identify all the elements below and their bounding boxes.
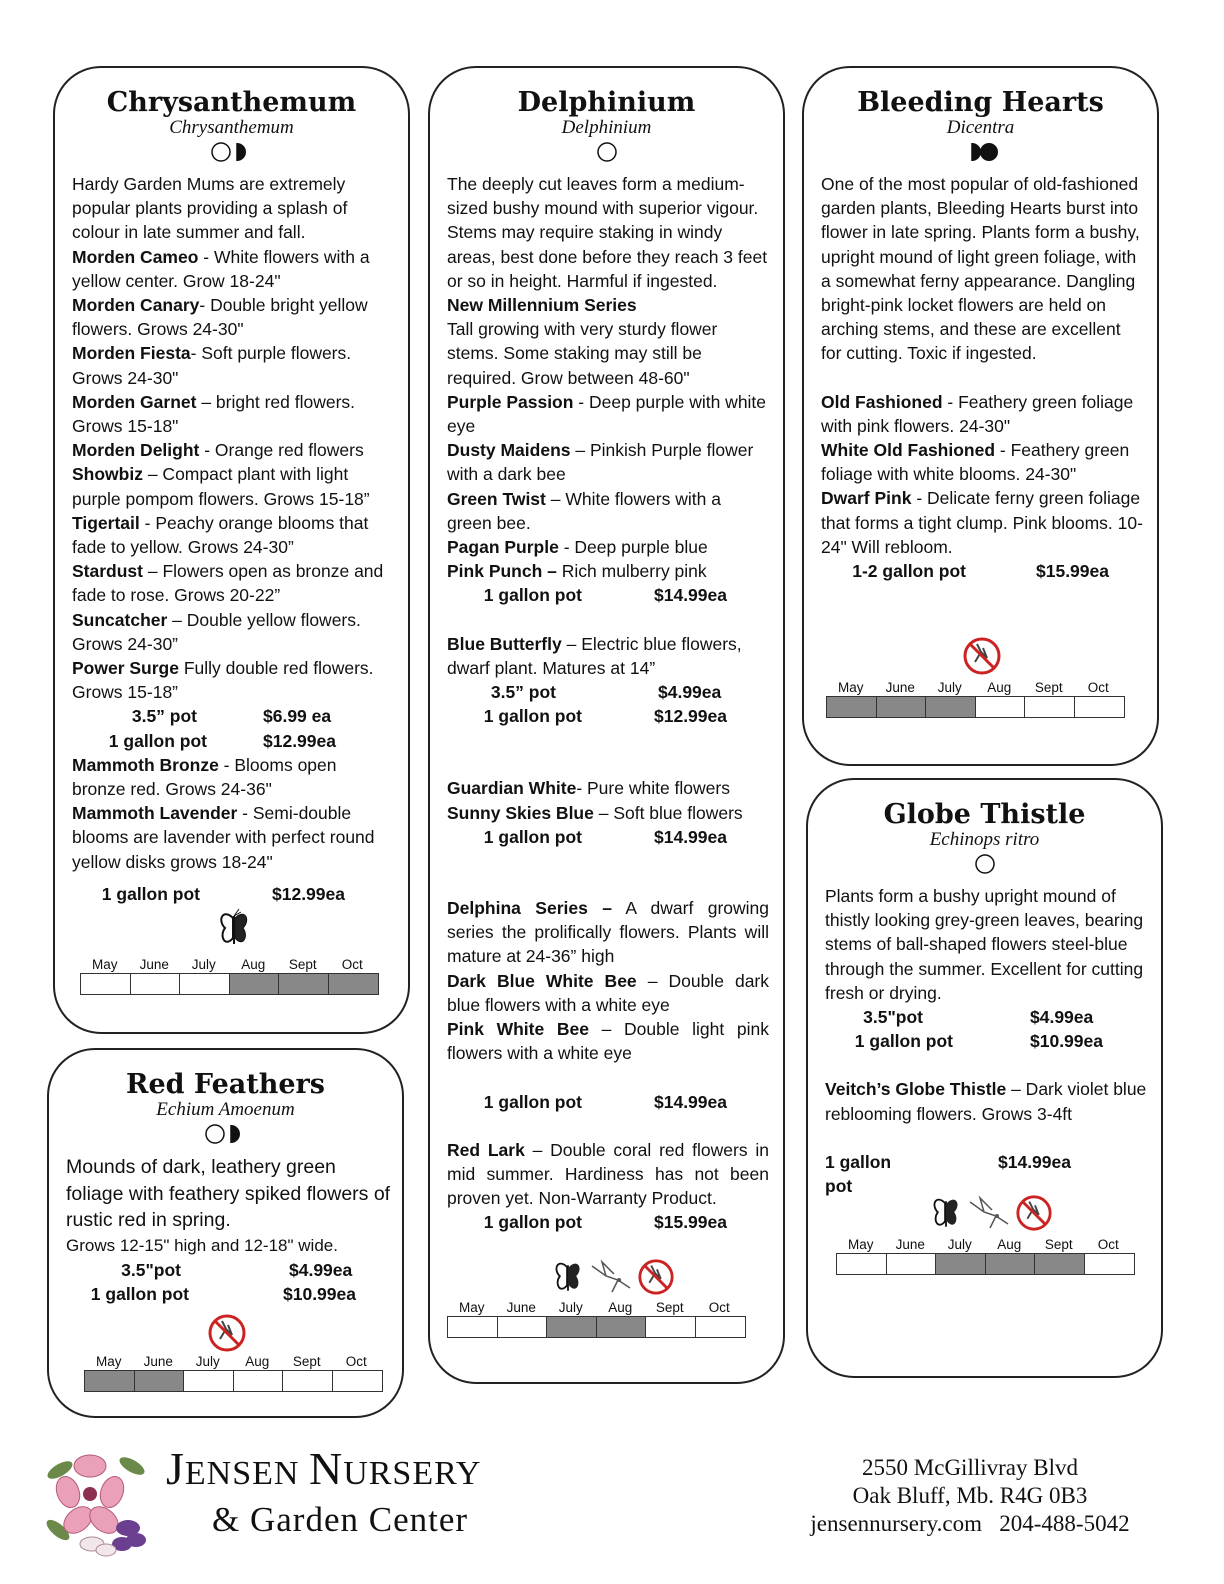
pot-size: 1 gallon pot <box>483 826 582 847</box>
pot-size: 1 gallon pot <box>854 1031 953 1052</box>
month-label: Sept <box>1034 680 1063 695</box>
variety-entry <box>447 487 769 535</box>
variety-name: Morden Cameo <box>72 246 199 267</box>
price-row <box>72 704 394 728</box>
variety-entry <box>72 341 394 389</box>
month-label: May <box>837 680 864 695</box>
variety-entry <box>72 245 394 293</box>
flower-logo <box>40 1440 150 1558</box>
price-row <box>66 1282 396 1306</box>
month-label: May <box>458 1300 485 1315</box>
variety-entry <box>447 535 769 559</box>
month-label: Aug <box>241 957 266 972</box>
variety-desc: - Peachy orange blooms that fade to yellow. Grows 24-30” <box>72 512 369 558</box>
month-label: June <box>506 1300 536 1315</box>
chrysanthemum-variety-list <box>72 245 394 705</box>
blue-butterfly-desc: – Electric blue flowers, dwarf plant. Matures at 14” <box>447 633 742 678</box>
pot-size: 1-2 gallon pot <box>852 561 966 582</box>
variety-desc: – Double light pink flowers with a white eye <box>447 1019 769 1064</box>
month-label: Oct <box>345 1354 367 1369</box>
bloom-month-cell <box>329 974 379 994</box>
price: $14.99ea <box>654 1091 727 1112</box>
bleeding-hearts-body <box>821 172 1143 583</box>
delphina-series-desc: A dwarf growing series the prolifically flowers. Plants will mature at 24-36” high <box>447 898 770 967</box>
nursery-subtitle: & Garden Center <box>212 1500 469 1539</box>
pot-size: 1 gallon pot <box>483 585 582 606</box>
deer-resistant-icon <box>206 1313 248 1353</box>
variety-desc: - Orange red flowers <box>199 440 364 461</box>
variety-desc: - Blooms open bronze red. Grows 24-36" <box>72 754 337 800</box>
bloom-months <box>447 1300 746 1316</box>
variety-name: White Old Fashioned <box>821 440 996 461</box>
attractor-icons <box>961 636 1003 676</box>
price-row <box>447 583 769 607</box>
deer-resistant-icon <box>636 1258 676 1296</box>
sun-half-shade-icon <box>49 1120 402 1146</box>
variety-name: Showbiz <box>72 464 143 485</box>
variety-desc: – White flowers with a green bee. <box>447 488 721 533</box>
full-sun-icon <box>808 850 1161 876</box>
globe-thistle-title: Globe Thistle <box>883 799 1086 830</box>
month-label: Aug <box>997 1237 1022 1252</box>
deer-resistant-icon <box>961 636 1003 676</box>
variety-entry <box>72 753 394 801</box>
bloom-month-cell <box>184 1371 234 1391</box>
bloom-months <box>826 680 1125 696</box>
delphinium-body <box>447 172 769 1235</box>
chrysanthemum-intro: Hardy Garden Mums are extremely popular plants providing a splash of colour in late summer and fall. <box>72 174 348 243</box>
hummingbird-icon <box>588 1258 632 1298</box>
price: $4.99ea <box>658 682 722 703</box>
variety-entry <box>821 486 1143 559</box>
price-row <box>72 729 394 753</box>
month-label: May <box>847 1237 874 1252</box>
variety-name: Dwarf Pink <box>821 488 912 509</box>
variety-entry <box>72 390 394 438</box>
variety-desc: – Flowers open as bronze and fade to rose. Grows 20-22” <box>72 561 384 606</box>
price-row <box>821 559 1143 583</box>
variety-entry <box>447 969 769 1017</box>
variety-desc: - Deep purple blue <box>558 537 708 558</box>
variety-entry <box>821 390 1143 438</box>
month-label: Sept <box>292 1354 321 1369</box>
price: $12.99ea <box>654 706 727 727</box>
bloom-month-cell <box>877 697 927 717</box>
red-lark-name: Red Lark <box>447 1139 525 1160</box>
delphinium-series-1: New Millennium Series <box>447 295 637 316</box>
bloom-month-cell <box>283 1371 333 1391</box>
variety-name: Dusty Maidens <box>447 440 571 461</box>
price: $14.99ea <box>998 1151 1071 1172</box>
bloom-month-cell <box>180 974 230 994</box>
delphinium-variety-list-2 <box>447 776 769 824</box>
month-label: Sept <box>288 957 317 972</box>
bloom-month-cell <box>448 1317 498 1337</box>
price: $4.99ea <box>289 1259 353 1280</box>
website[interactable]: jensennursery.com <box>810 1511 982 1536</box>
pot-size: 3.5"pot <box>863 1007 923 1028</box>
month-label: July <box>558 1300 583 1315</box>
bleeding-hearts-intro: One of the most popular of old-fashioned garden plants, Bleeding Hearts burst into flower in late spring. Plants form a bushy, upright mound of light green foliage, with a somewhat ferny appearance. Dangling bright-pink locket flowers are held on arching stems, and these are excellent for cutting. Toxic if ingested. <box>821 174 1140 364</box>
bloom-month-cell <box>837 1254 887 1274</box>
variety-name: Pink White Bee <box>447 1019 589 1040</box>
variety-name: Morden Garnet <box>72 391 197 412</box>
variety-desc: – bright red flowers. Grows 15-18" <box>72 391 356 437</box>
bloom-month-cell <box>333 1371 383 1391</box>
full-sun-icon <box>430 138 783 164</box>
delphinium-series-1-desc: Tall growing with very sturdy flower stems. Some staking may still be required. Grow between 48-60" <box>447 319 718 388</box>
red-feathers-bloom-chart <box>84 1354 383 1392</box>
price-row <box>72 882 394 906</box>
hummingbird-icon <box>966 1194 1010 1234</box>
month-label: July <box>947 1237 972 1252</box>
price: $12.99ea <box>272 883 345 904</box>
bloom-month-cell <box>81 974 131 994</box>
price-row <box>66 1258 396 1282</box>
pot-size: 1 gallon pot <box>90 1283 189 1304</box>
globe-thistle-sci-name: Echinops ritro <box>929 829 1040 850</box>
pot-size: 1 gallon pot <box>825 1151 892 1197</box>
variety-entry <box>72 801 394 874</box>
name-initial-n: N <box>308 1443 344 1494</box>
delphinium-title: Delphinium <box>517 87 696 118</box>
variety-name: Green Twist <box>447 488 546 509</box>
delphinium-variety-list-3 <box>447 969 769 1066</box>
variety-entry <box>72 462 394 510</box>
pot-size: 1 gallon pot <box>483 1091 582 1112</box>
price: $14.99ea <box>654 585 727 606</box>
globe-thistle-intro: Plants form a bushy upright mound of thistly looking grey-green leaves, bearing stems of ball-shaped flowers steel-blue through the summer. Excellent for cutting fresh or drying. <box>825 886 1144 1003</box>
pot-size: 1 gallon pot <box>108 730 207 751</box>
variety-entry <box>447 559 769 583</box>
variety-name: Suncatcher <box>72 609 168 630</box>
month-label: June <box>139 957 169 972</box>
bloom-month-cell <box>1075 697 1125 717</box>
bleeding-hearts-sci-name: Dicentra <box>946 117 1015 138</box>
bloom-months <box>836 1237 1135 1253</box>
pot-size: 1 gallon pot <box>483 1212 582 1233</box>
price-row <box>447 1210 769 1234</box>
veitch-name: Veitch’s Globe Thistle <box>825 1079 1007 1100</box>
variety-name: Pink Punch – <box>447 561 557 582</box>
bloom-month-cell <box>498 1317 548 1337</box>
variety-name: Purple Passion <box>447 391 574 412</box>
bloom-cells <box>447 1316 746 1338</box>
bleeding-hearts-title: Bleeding Hearts <box>857 87 1104 118</box>
red-feathers-title: Red Feathers <box>126 1069 325 1100</box>
variety-desc: - Pure white flowers <box>576 778 730 799</box>
price: $14.99ea <box>654 826 727 847</box>
sun-half-shade-icon <box>55 138 408 164</box>
pot-size: 3.5” pot <box>131 706 197 727</box>
variety-name: Pagan Purple <box>447 537 559 558</box>
globe-thistle-body <box>825 884 1147 1198</box>
month-label: Oct <box>708 1300 730 1315</box>
chrysanthemum-variety-list-2 <box>72 753 394 874</box>
variety-name: Stardust <box>72 561 143 582</box>
variety-entry <box>72 656 394 704</box>
delphinium-card <box>428 66 785 1384</box>
variety-desc: – Double dark blue flowers with a white eye <box>447 970 769 1015</box>
bloom-month-cell <box>1025 697 1075 717</box>
pot-size: 3.5” pot <box>490 682 556 703</box>
variety-name: Mammoth Lavender <box>72 803 238 824</box>
city-address: Oak Bluff, Mb. R4G 0B3 <box>852 1483 1088 1508</box>
delphinium-intro: The deeply cut leaves form a medium-sized bushy mound with superior vigour. Stems may require staking in windy areas, best done before they reach 3 feet or so in height. Harmful if ingested. <box>447 174 768 291</box>
variety-name: Power Surge <box>72 658 179 679</box>
bloom-month-cell <box>827 697 877 717</box>
bloom-month-cell <box>597 1317 647 1337</box>
phone-number: 204-488-5042 <box>999 1511 1130 1536</box>
variety-entry <box>447 438 769 486</box>
bloom-month-cell <box>547 1317 597 1337</box>
variety-desc: - Feathery green foliage with white blooms. 24-30" <box>821 440 1130 485</box>
bloom-months <box>80 957 379 973</box>
variety-entry <box>72 438 394 462</box>
bloom-month-cell <box>1035 1254 1085 1274</box>
variety-name: Morden Fiesta <box>72 343 191 364</box>
butterfly-icon <box>217 908 251 952</box>
bloom-month-cell <box>135 1371 185 1391</box>
bloom-month-cell <box>936 1254 986 1274</box>
variety-entry <box>447 801 769 825</box>
variety-desc: Rich mulberry pink <box>556 561 707 582</box>
bloom-month-cell <box>646 1317 696 1337</box>
month-label: Sept <box>1044 1237 1073 1252</box>
month-label: Aug <box>245 1354 270 1369</box>
price-row <box>447 825 769 849</box>
variety-name: Tigertail <box>72 512 140 533</box>
street-address: 2550 McGillivray Blvd <box>862 1455 1078 1480</box>
bloom-month-cell <box>986 1254 1036 1274</box>
variety-desc: Fully double red flowers. Grows 15-18” <box>72 658 374 703</box>
globe-thistle-card <box>806 778 1163 1378</box>
month-label: May <box>95 1354 122 1369</box>
variety-desc: - Feathery green foliage with pink flowers. 24-30" <box>821 391 1134 436</box>
red-feathers-intro: Mounds of dark, leathery green foliage with feathery spiked flowers of rustic red in spring. <box>66 1156 391 1231</box>
nursery-name <box>166 1442 481 1495</box>
red-feathers-grows: Grows 12-15" high and 12-18" wide. <box>66 1235 338 1255</box>
variety-desc: - Double bright yellow flowers. Grows 24-30" <box>72 295 368 340</box>
bleeding-hearts-card <box>802 66 1159 766</box>
price: $4.99ea <box>1030 1007 1094 1028</box>
deer-resistant-icon <box>1014 1194 1054 1232</box>
attractor-icons <box>206 1313 248 1353</box>
variety-entry <box>72 511 394 559</box>
month-label: Sept <box>655 1300 684 1315</box>
delphinium-variety-list <box>447 390 769 584</box>
variety-desc: - Deep purple with white eye <box>447 391 767 437</box>
bloom-month-cell <box>976 697 1026 717</box>
variety-desc: – Soft blue flowers <box>593 802 743 823</box>
butterfly-icon <box>552 1258 584 1298</box>
bloom-month-cell <box>279 974 329 994</box>
name-rest-ensen: ENSEN <box>184 1455 300 1492</box>
shade-icon <box>804 138 1157 164</box>
bloom-cells <box>84 1370 383 1392</box>
price-row <box>825 1150 1147 1198</box>
variety-entry <box>72 559 394 607</box>
chrysanthemum-body <box>72 172 394 906</box>
attractor-icons <box>217 908 251 952</box>
name-rest-ursery: URSERY <box>343 1455 482 1492</box>
variety-desc: - White flowers with a yellow center. Grow 18-24" <box>72 246 370 291</box>
price-row <box>825 1029 1147 1053</box>
bloom-month-cell <box>234 1371 284 1391</box>
variety-entry <box>447 390 769 438</box>
variety-name: Guardian White <box>447 778 577 799</box>
variety-name: Mammoth Bronze <box>72 754 219 775</box>
price: $12.99ea <box>263 730 336 751</box>
month-label: June <box>895 1237 925 1252</box>
bloom-month-cell <box>1085 1254 1135 1274</box>
attractor-icons <box>930 1194 1054 1234</box>
variety-name: Old Fashioned <box>821 391 943 412</box>
bloom-month-cell <box>696 1317 746 1337</box>
chrysanthemum-card <box>53 66 410 1034</box>
variety-name: Sunny Skies Blue <box>447 802 594 823</box>
pot-size: 1 gallon pot <box>483 706 582 727</box>
price: $10.99ea <box>283 1283 356 1304</box>
variety-entry <box>72 293 394 341</box>
price-row <box>447 704 769 728</box>
variety-desc: – Double yellow flowers. Grows 24-30” <box>72 609 361 654</box>
name-initial-j: J <box>166 1443 185 1494</box>
variety-name: Dark Blue White Bee <box>447 970 637 991</box>
variety-desc: – Pinkish Purple flower with a dark bee <box>447 440 754 485</box>
variety-name: Morden Canary <box>72 295 200 316</box>
price: $15.99ea <box>1036 561 1109 582</box>
month-label: June <box>885 680 915 695</box>
bloom-month-cell <box>230 974 280 994</box>
pot-size: 1 gallon pot <box>101 883 200 904</box>
month-label: May <box>91 957 118 972</box>
bleeding-hearts-bloom-chart <box>826 680 1125 718</box>
bloom-month-cell <box>85 1371 135 1391</box>
month-label: July <box>195 1354 220 1369</box>
variety-desc: - Soft purple flowers. Grows 24-30" <box>72 343 352 388</box>
month-label: Oct <box>1087 680 1109 695</box>
month-label: June <box>143 1354 173 1369</box>
bloom-months <box>84 1354 383 1370</box>
delphinium-sci-name: Delphinium <box>561 117 652 138</box>
variety-entry <box>447 776 769 800</box>
address-block <box>792 1454 1148 1538</box>
price-row <box>825 1005 1147 1029</box>
variety-name: Morden Delight <box>72 440 200 461</box>
price-row <box>447 680 769 704</box>
variety-desc: – Compact plant with light purple pompom flowers. Grows 15-18” <box>72 464 370 509</box>
price: $10.99ea <box>1030 1031 1103 1052</box>
month-label: July <box>191 957 216 972</box>
month-label: Aug <box>987 680 1012 695</box>
price: $6.99 ea <box>263 706 332 727</box>
veitch-desc: – Dark violet blue reblooming flowers. Grows 3-4ft <box>825 1079 1147 1124</box>
red-lark-desc: – Double coral red flowers in mid summer. Hardiness has not been proven yet. Non-Warranty Product. <box>447 1139 769 1209</box>
chrysanthemum-bloom-chart <box>80 957 379 995</box>
price: $15.99ea <box>654 1212 727 1233</box>
bloom-month-cell <box>887 1254 937 1274</box>
variety-entry <box>447 1017 769 1065</box>
bloom-cells <box>836 1253 1135 1275</box>
month-label: July <box>937 680 962 695</box>
variety-desc: - Semi-double blooms are lavender with perfect round yellow disks grows 18-24" <box>72 803 375 872</box>
blue-butterfly-name: Blue Butterfly <box>447 633 562 654</box>
bloom-cells <box>826 696 1125 718</box>
bleeding-hearts-variety-list <box>821 390 1143 559</box>
chrysanthemum-title: Chrysanthemum <box>106 87 357 118</box>
month-label: Aug <box>608 1300 633 1315</box>
bloom-month-cell <box>131 974 181 994</box>
butterfly-icon <box>930 1194 962 1234</box>
pot-size: 3.5"pot <box>121 1259 181 1280</box>
chrysanthemum-sci-name: Chrysanthemum <box>169 117 294 138</box>
attractor-icons <box>552 1258 676 1298</box>
delphinium-bloom-chart <box>447 1300 746 1338</box>
variety-entry <box>821 438 1143 486</box>
delphina-series-name: Delphina Series – <box>447 898 612 919</box>
bloom-month-cell <box>926 697 976 717</box>
contact-line <box>792 1510 1148 1538</box>
globe-thistle-bloom-chart <box>836 1237 1135 1275</box>
bloom-cells <box>80 973 379 995</box>
red-feathers-sci-name: Echium Amoenum <box>156 1099 295 1120</box>
month-label: Oct <box>341 957 363 972</box>
variety-desc: - Delicate ferny green foliage that forms a tight clump. Pink blooms. 10-24" Will rebloom. <box>821 488 1143 557</box>
price-row <box>447 1090 769 1114</box>
month-label: Oct <box>1097 1237 1119 1252</box>
variety-entry <box>72 608 394 656</box>
